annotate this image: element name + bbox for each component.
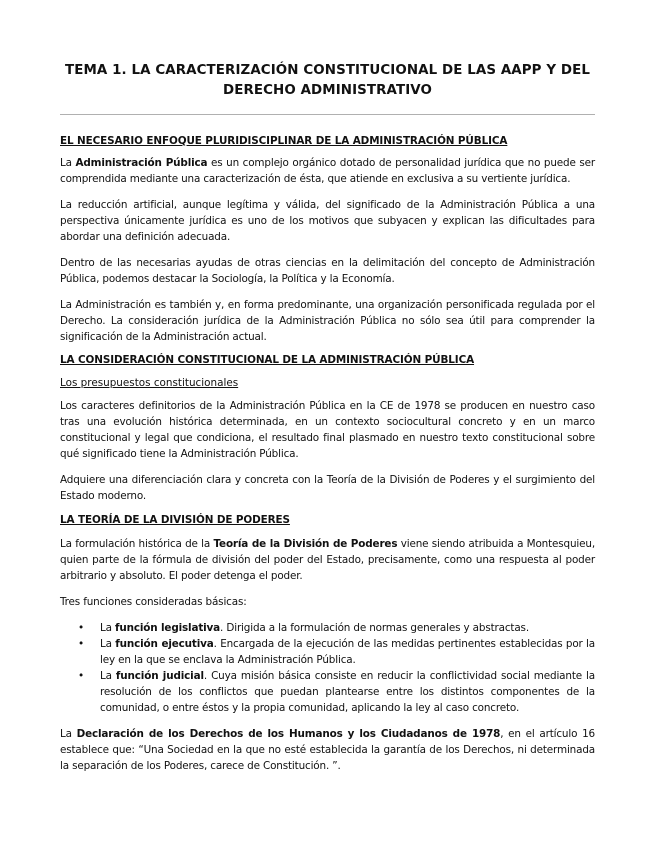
section-heading-enfoque: EL NECESARIO ENFOQUE PLURIDISCIPLINAR DE LA ADMINISTRACIÓN PÚBLICA	[60, 135, 508, 147]
paragraph-ayudas-ciencias: Dentro de las necesarias ayudas de otras ciencias en la delimitación del concepto de Administración Pública, podemos destacar la Sociología, la Política y la Economía.	[60, 257, 595, 285]
bullet-icon: •	[78, 622, 84, 634]
document-page	[60, 0, 595, 774]
paragraph-tres-funciones: Tres funciones consideradas básicas:	[60, 596, 247, 608]
section-heading-consideracion: LA CONSIDERACIÓN CONSTITUCIONAL DE LA ADMINISTRACIÓN PÚBLICA	[60, 354, 475, 366]
paragraph-diferenciacion: Adquiere una diferenciación clara y concreta con la Teoría de la División de Poderes y el surgimiento del Estado moderno.	[60, 474, 595, 502]
functions-list	[60, 620, 595, 716]
bold-term: Administración Pública	[75, 157, 208, 169]
bold-term: Teoría de la División de Poderes	[213, 538, 398, 550]
bullet-icon: •	[78, 670, 84, 682]
paragraph-administracion-publica: La Administración Pública es un complejo orgánico dotado de personalidad jurídica que no puede ser comprendida mediante una caracterización de ésta, que atiende en exclusiva a su vertiente jurídica.	[60, 157, 595, 185]
paragraph-caracteres-definitorios: Los caracteres definitorios de la Administración Pública en la CE de 1978 se producen en nuestro caso tras una evolución histórica determinada, en un contexto sociocultural concreto y en un marco constitucional y legal que condiciona, el resultado final plasmado en nuestro texto constitucional sobre qué significado tiene la Administración Pública.	[60, 400, 595, 460]
list-item-judicial: • La función judicial. Cuya misión básica consiste en reducir la conflictividad social mediante la resolución de los conflictos que puedan plantearse entre los distintos componentes de la comunidad, o entre éstos y la propia comunidad, aplicando la ley al caso concreto.	[78, 670, 596, 714]
subheading-presupuestos: Los presupuestos constitucionales	[60, 377, 239, 389]
paragraph-formulacion-historica: La formulación histórica de la Teoría de la División de Poderes viene siendo atribuida a Montesquieu, quien parte de la fórmula de división del poder del Estado, precisamente, como una respuesta al poder arbitrario y absoluto. El poder detenga el poder.	[60, 538, 595, 582]
document-title: TEMA 1. LA CARACTERIZACIÓN CONSTITUCIONAL DE LAS AAPP Y DEL DERECHO ADMINISTRATIVO	[65, 63, 590, 98]
list-item-ejecutiva: • La función ejecutiva. Encargada de la ejecución de las medidas pertinentes establecidas por la ley en la que se enclava la Administración Pública.	[78, 638, 596, 666]
list-item-legislativa: • La función legislativa. Dirigida a la formulación de normas generales y abstractas.	[78, 622, 529, 634]
paragraph-declaracion-derechos: La Declaración de los Derechos de los Humanos y los Ciudadanos de 1978, en el artículo 16 establece que: “Una Sociedad en la que no esté establecida la garantía de los Derechos, ni determinada la separación de los Poderes, carece de Constitución. ”.	[60, 728, 595, 772]
paragraph-reduccion-artificial: La reducción artificial, aunque legítima y válida, del significado de la Administración Pública a una perspectiva únicamente jurídica es uno de los motivos que subyacen y explican las dificultades para abordar una definición adecuada.	[60, 199, 595, 243]
title-divider	[60, 114, 595, 115]
bold-term: Declaración de los Derechos de los Humanos y los Ciudadanos de 1978	[76, 728, 501, 740]
section-heading-division-poderes: LA TEORÍA DE LA DIVISIÓN DE PODERES	[60, 514, 290, 526]
bullet-icon: •	[78, 638, 84, 650]
paragraph-organizacion-personificada: La Administración es también y, en forma predominante, una organización personificada regulada por el Derecho. La consideración jurídica de la Administración Pública no sólo sea útil para comprender la significación de la Administración actual.	[60, 299, 595, 343]
